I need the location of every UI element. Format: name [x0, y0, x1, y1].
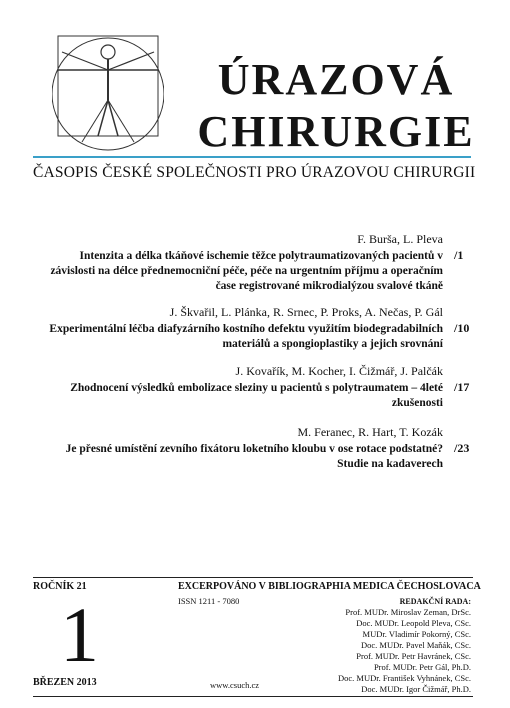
board-member: MUDr. Vladimír Pokorný, CSc.	[362, 629, 471, 639]
issn-label: ISSN 1211 - 7080	[178, 596, 240, 606]
vitruvian-man-icon	[52, 30, 164, 162]
issue-number: 1	[60, 591, 99, 678]
article-authors: M. Feranec, R. Hart, T. Kozák	[297, 425, 443, 439]
article-4	[33, 425, 443, 472]
article-title: Experimentální léčba diafyzárního kostního defektu využitím biodegradabilních materiálů a spongioplastiky a jejich srovnání	[49, 323, 443, 350]
article-page: /17	[454, 380, 470, 394]
article-authors: J. Škvařil, L. Plánka, R. Srnec, P. Proks, A. Nečas, P. Gál	[169, 305, 443, 319]
article-title: Intenzita a délka tkáňové ischemie těžce polytraumatizovaných pacientů v závislosti na délce přednemocniční péče, péče na urgentním příjmu a operačním čase registrované mikrodialýzou svalové tkáně	[50, 250, 443, 292]
volume-label: ROČNÍK 21	[33, 581, 87, 592]
board-member: Doc. MUDr. Igor Čižmář, Ph.D.	[361, 684, 471, 694]
board-member: Prof. MUDr. Petr Havránek, CSc.	[356, 651, 471, 661]
footer-top-rule	[33, 577, 473, 578]
excerpted-label: EXCERPOVÁNO V BIBLIOGRAPHIA MEDICA ČECHOSLOVACA	[178, 581, 481, 592]
article-authors: F. Burša, L. Pleva	[357, 232, 443, 246]
board-title: REDAKČNÍ RADA:	[399, 597, 471, 606]
board-member: Doc. MUDr. Pavel Maňák, CSc.	[360, 640, 471, 650]
issue-date: BŘEZEN 2013	[33, 677, 97, 688]
board-member: Prof. MUDr. Petr Gál, Ph.D.	[373, 662, 471, 672]
article-1	[33, 232, 443, 294]
article-authors: J. Kovařík, M. Kocher, I. Čižmář, J. Palčák	[235, 364, 443, 378]
article-page: /10	[454, 321, 470, 335]
article-title: Je přesné umístění zevního fixátoru loketního kloubu v ose rotace podstatné? Studie na kadaverech	[65, 443, 443, 470]
article-2	[33, 305, 443, 352]
website-link[interactable]: www.csuch.cz	[210, 680, 260, 690]
board-member: Doc. MUDr. Leopold Pleva, CSc.	[356, 618, 471, 628]
editorial-board	[290, 596, 471, 695]
board-member: Prof. MUDr. Miroslav Zeman, DrSc.	[345, 607, 471, 617]
article-3	[33, 364, 443, 411]
journal-subtitle: ČASOPIS ČESKÉ SPOLEČNOSTI PRO ÚRAZOVOU CHIRURGII	[33, 164, 476, 181]
footer-bottom-rule	[33, 696, 473, 697]
journal-title-line1: ÚRAZOVÁ	[217, 55, 455, 104]
article-title: Zhodnocení výsledků embolizace sleziny u pacientů s polytraumatem – 4leté zkušenosti	[70, 382, 443, 409]
article-page: /1	[454, 248, 464, 262]
article-page: /23	[454, 441, 470, 455]
title-rule	[33, 156, 471, 158]
journal-title-line2: CHIRURGIE	[197, 107, 475, 156]
board-member: Doc. MUDr. František Vyhnánek, CSc.	[338, 673, 471, 683]
